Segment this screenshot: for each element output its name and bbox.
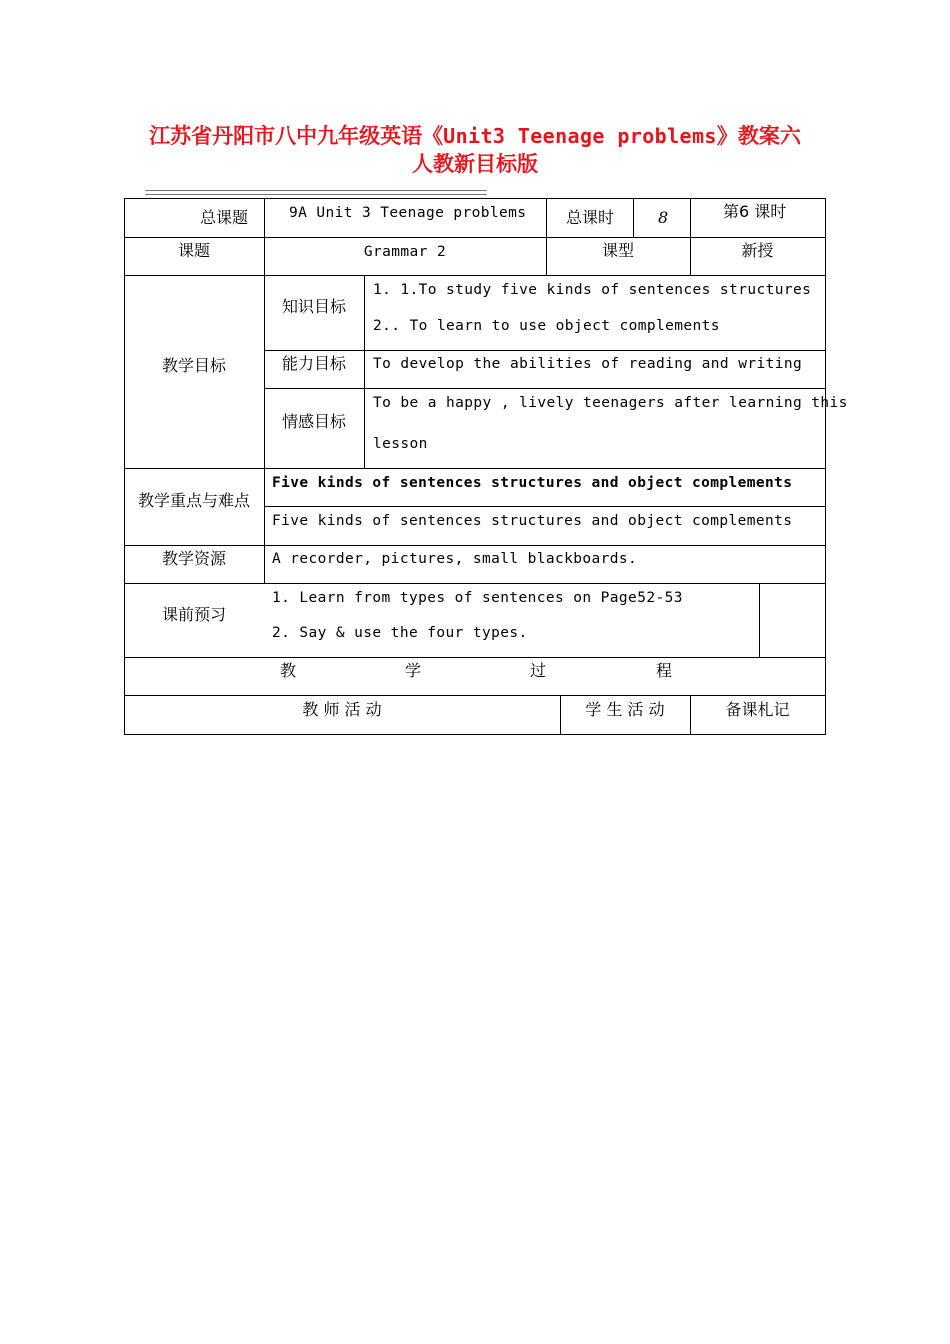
title-unit: Unit3 Teenage problems <box>443 124 717 148</box>
row-divider <box>124 237 826 238</box>
student-activity-header: 学 生 活 动 <box>585 701 665 719</box>
row-divider <box>124 468 826 469</box>
emotion-goal-1: To be a happy , lively teenagers after learning this <box>373 395 848 411</box>
label-type: 课型 <box>601 242 634 260</box>
label-topic: 课题 <box>177 242 210 260</box>
document-title <box>100 122 850 177</box>
process-char: 过 <box>530 662 547 680</box>
preview-item-1: 1. Learn from types of sentences on Page52-53 <box>272 590 683 606</box>
lesson-number: 第6 课时 <box>723 203 787 221</box>
teacher-activity-header: 教 师 活 动 <box>302 701 382 719</box>
title-rule-bottom <box>145 194 487 195</box>
table-border-left <box>124 198 125 734</box>
label-key-points: 教学重点与难点 <box>137 492 250 510</box>
title-cn-suffix: 》教案六 <box>716 123 801 148</box>
col-divider <box>546 198 547 275</box>
label-objectives: 教学目标 <box>161 357 226 375</box>
col-divider <box>690 198 691 275</box>
label-total-topic: 总课题 <box>200 209 249 227</box>
emotion-goal-2: lesson <box>373 436 428 452</box>
col-divider <box>759 583 760 657</box>
col-divider <box>364 275 365 468</box>
difficult-point: Five kinds of sentences structures and object complements <box>272 513 793 529</box>
row-divider <box>264 350 826 351</box>
type-value: 新授 <box>741 242 774 260</box>
topic-value: Grammar 2 <box>363 244 447 260</box>
label-knowledge-goal: 知识目标 <box>281 298 346 316</box>
label-preview: 课前预习 <box>161 606 226 624</box>
title-rule-top <box>145 190 487 191</box>
preview-item-2: 2. Say & use the four types. <box>272 625 528 641</box>
row-divider <box>124 545 826 546</box>
resources-value: A recorder, pictures, small blackboards. <box>272 551 638 567</box>
label-ability-goal: 能力目标 <box>281 355 346 373</box>
table-border-right <box>825 198 826 734</box>
label-emotion-goal: 情感目标 <box>281 413 346 431</box>
table-border-bottom <box>124 734 826 735</box>
title-cn-prefix: 江苏省丹阳市八中九年级英语《 <box>149 123 444 148</box>
row-divider <box>124 583 826 584</box>
row-divider <box>124 695 826 696</box>
key-point: Five kinds of sentences structures and object complements <box>272 475 793 491</box>
label-total-hours: 总课时 <box>566 209 615 227</box>
row-divider <box>124 275 826 276</box>
process-char: 教 <box>280 662 297 680</box>
title-line-1 <box>100 122 850 150</box>
process-char: 程 <box>656 662 673 680</box>
process-char: 学 <box>405 662 422 680</box>
total-topic-value: 9A Unit 3 Teenage problems <box>289 205 527 221</box>
row-divider <box>124 657 826 658</box>
notes-header: 备课札记 <box>725 701 790 719</box>
table-border-top <box>124 198 826 199</box>
row-divider <box>264 506 826 507</box>
knowledge-goal-1: 1. 1.To study five kinds of sentences structures <box>373 282 812 298</box>
col-divider <box>633 198 634 237</box>
row-divider <box>264 388 826 389</box>
knowledge-goal-2: 2.. To learn to use object complements <box>373 318 720 334</box>
total-hours-value: 8 <box>658 209 669 227</box>
label-resources: 教学资源 <box>161 550 226 568</box>
ability-goal: To develop the abilities of reading and writing <box>373 356 803 372</box>
title-line-2: 人教新目标版 <box>412 151 538 176</box>
